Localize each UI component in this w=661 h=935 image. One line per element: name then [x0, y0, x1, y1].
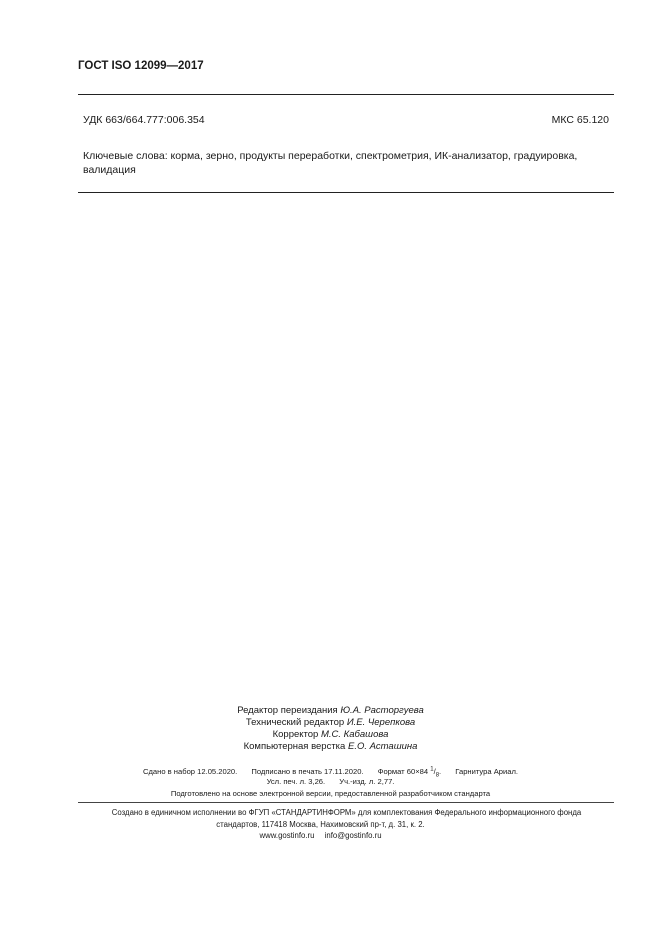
format-numerator: 1 [430, 766, 434, 772]
credit-editor [0, 705, 661, 716]
print-sheets: Усл. печ. л. 3,26. [266, 777, 326, 786]
keywords-divider [78, 192, 614, 193]
keywords: Ключевые слова: корма, зерно, продукты переработки, спектрометрия, ИК-анализатор, градуировка, валидация [83, 150, 578, 176]
credit-name: Е.О. Асташина [347, 741, 418, 752]
format-denominator: 8 [435, 772, 440, 779]
credit-role: Корректор [272, 729, 319, 740]
typeface: Гарнитура Ариал. [455, 766, 518, 776]
top-divider [78, 94, 614, 95]
footer-divider [78, 802, 614, 803]
credit-name: И.Е. Черепкова [346, 717, 416, 728]
credit-name: Ю.А. Расторгуева [340, 705, 424, 716]
format-end: . [439, 766, 442, 776]
publish-sheets: Уч.-изд. л. 2,77. [339, 777, 395, 786]
format-label: Формат 60×84 [377, 766, 429, 776]
credit-name: М.С. Кабашова [320, 729, 389, 740]
print-date: Подписано в печать 17.11.2020. [251, 766, 364, 776]
website-link[interactable]: www.gostinfo.ru [259, 831, 315, 840]
footer-line-2: стандартов, 117418 Москва, Нахимовский пр-т, д. 31, к. 2. [216, 820, 425, 829]
credit-corrector [0, 729, 661, 740]
footer-line-1: Создано в единичном исполнении во ФГУП «СТАНДАРТИНФОРМ» для комплектования Федерального информационного фонда [111, 808, 582, 817]
imprint-prepared: Подготовлено на основе электронной версии, предоставленной разработчиком стандарта [170, 789, 491, 798]
standard-code: ГОСТ ISO 12099—2017 [78, 60, 204, 72]
credit-role: Редактор переиздания [237, 705, 338, 716]
credit-tech-editor [0, 717, 661, 728]
footer-contacts [0, 831, 661, 840]
set-date: Сдано в набор 12.05.2020. [143, 766, 238, 776]
mks-code: МКС 65.120 [551, 114, 609, 126]
credit-role: Технический редактор [245, 717, 345, 728]
email-link[interactable]: info@gostinfo.ru [324, 831, 382, 840]
credit-layout [0, 741, 661, 752]
paper-format: Формат 60×84 $^1/_8$. [377, 766, 442, 779]
imprint-line-2 [0, 777, 661, 786]
credit-role: Компьютерная верстка [243, 741, 346, 752]
udk-code: УДК 663/664.777:006.354 [83, 114, 205, 126]
